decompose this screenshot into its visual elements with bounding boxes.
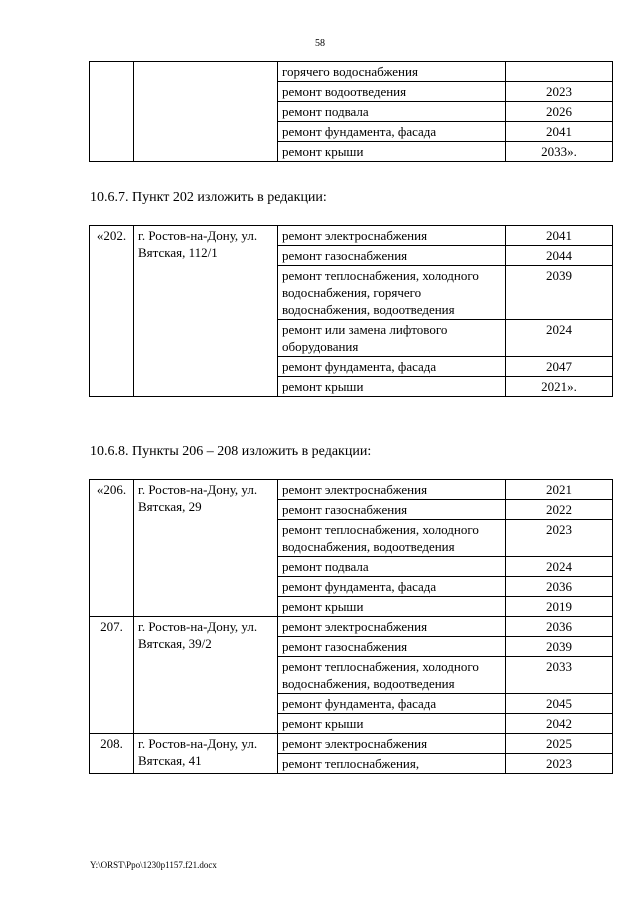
- item-number-cell: [90, 62, 134, 162]
- year-cell: 2033».: [506, 142, 613, 162]
- table-row: [90, 480, 613, 500]
- year-cell: 2025: [506, 734, 613, 754]
- work-type-cell: ремонт теплоснабжения,: [278, 754, 506, 774]
- work-type-cell: ремонт подвала: [278, 557, 506, 577]
- work-type-cell: ремонт фундамента, фасада: [278, 694, 506, 714]
- work-type-cell: ремонт электроснабжения: [278, 617, 506, 637]
- item-number-cell: «202.: [90, 226, 134, 397]
- year-cell: 2021».: [506, 377, 613, 397]
- work-type-cell: ремонт газоснабжения: [278, 637, 506, 657]
- year-cell: 2021: [506, 480, 613, 500]
- work-type-cell: ремонт фундамента, фасада: [278, 357, 506, 377]
- work-type-cell: ремонт крыши: [278, 377, 506, 397]
- year-cell: 2019: [506, 597, 613, 617]
- year-cell: 2026: [506, 102, 613, 122]
- table-row: [90, 734, 613, 754]
- address-cell: г. Ростов-на-Дону, ул. Вятская, 41: [134, 734, 278, 774]
- file-path-footer: Y:\ORST\Ppo\1230p1157.f21.docx: [90, 860, 217, 870]
- work-type-cell: горячего водоснабжения: [278, 62, 506, 82]
- year-cell: 2045: [506, 694, 613, 714]
- year-cell: 2039: [506, 266, 613, 320]
- table-row: [90, 62, 613, 82]
- page-number: 58: [315, 38, 325, 49]
- work-type-cell: ремонт фундамента, фасада: [278, 122, 506, 142]
- work-type-cell: ремонт теплоснабжения, холодного водоснабжения, водоотведения: [278, 657, 506, 694]
- item-number-cell: «206.: [90, 480, 134, 617]
- table-row: [90, 226, 613, 246]
- year-cell: 2022: [506, 500, 613, 520]
- address-cell: г. Ростов-на-Дону, ул. Вятская, 29: [134, 480, 278, 617]
- year-cell: 2036: [506, 617, 613, 637]
- year-cell: 2039: [506, 637, 613, 657]
- table-items-206-208: [89, 479, 613, 774]
- year-cell: 2033: [506, 657, 613, 694]
- table-continued: [89, 61, 613, 162]
- year-cell: 2023: [506, 754, 613, 774]
- work-type-cell: ремонт фундамента, фасада: [278, 577, 506, 597]
- work-type-cell: ремонт газоснабжения: [278, 246, 506, 266]
- work-type-cell: ремонт крыши: [278, 142, 506, 162]
- table-item-202: [89, 225, 613, 397]
- work-type-cell: ремонт электроснабжения: [278, 226, 506, 246]
- year-cell: 2023: [506, 82, 613, 102]
- item-number-cell: 207.: [90, 617, 134, 734]
- work-type-cell: ремонт подвала: [278, 102, 506, 122]
- paragraph-10-6-7: 10.6.7. Пункт 202 изложить в редакции:: [90, 190, 327, 205]
- year-cell: 2044: [506, 246, 613, 266]
- year-cell: 2042: [506, 714, 613, 734]
- work-type-cell: ремонт крыши: [278, 597, 506, 617]
- work-type-cell: ремонт газоснабжения: [278, 500, 506, 520]
- table-row: [90, 617, 613, 637]
- work-type-cell: ремонт крыши: [278, 714, 506, 734]
- year-cell: 2024: [506, 320, 613, 357]
- work-type-cell: ремонт электроснабжения: [278, 480, 506, 500]
- year-cell: 2036: [506, 577, 613, 597]
- work-type-cell: ремонт теплоснабжения, холодного водоснабжения, горячего водоснабжения, водоотведения: [278, 266, 506, 320]
- work-type-cell: ремонт теплоснабжения, холодного водоснабжения, водоотведения: [278, 520, 506, 557]
- year-cell: [506, 62, 613, 82]
- address-cell: г. Ростов-на-Дону, ул. Вятская, 112/1: [134, 226, 278, 397]
- year-cell: 2041: [506, 122, 613, 142]
- work-type-cell: ремонт водоотведения: [278, 82, 506, 102]
- year-cell: 2023: [506, 520, 613, 557]
- item-number-cell: 208.: [90, 734, 134, 774]
- work-type-cell: ремонт или замена лифтового оборудования: [278, 320, 506, 357]
- address-cell: [134, 62, 278, 162]
- year-cell: 2024: [506, 557, 613, 577]
- paragraph-10-6-8: 10.6.8. Пункты 206 – 208 изложить в редакции:: [90, 444, 372, 459]
- year-cell: 2041: [506, 226, 613, 246]
- work-type-cell: ремонт электроснабжения: [278, 734, 506, 754]
- address-cell: г. Ростов-на-Дону, ул. Вятская, 39/2: [134, 617, 278, 734]
- year-cell: 2047: [506, 357, 613, 377]
